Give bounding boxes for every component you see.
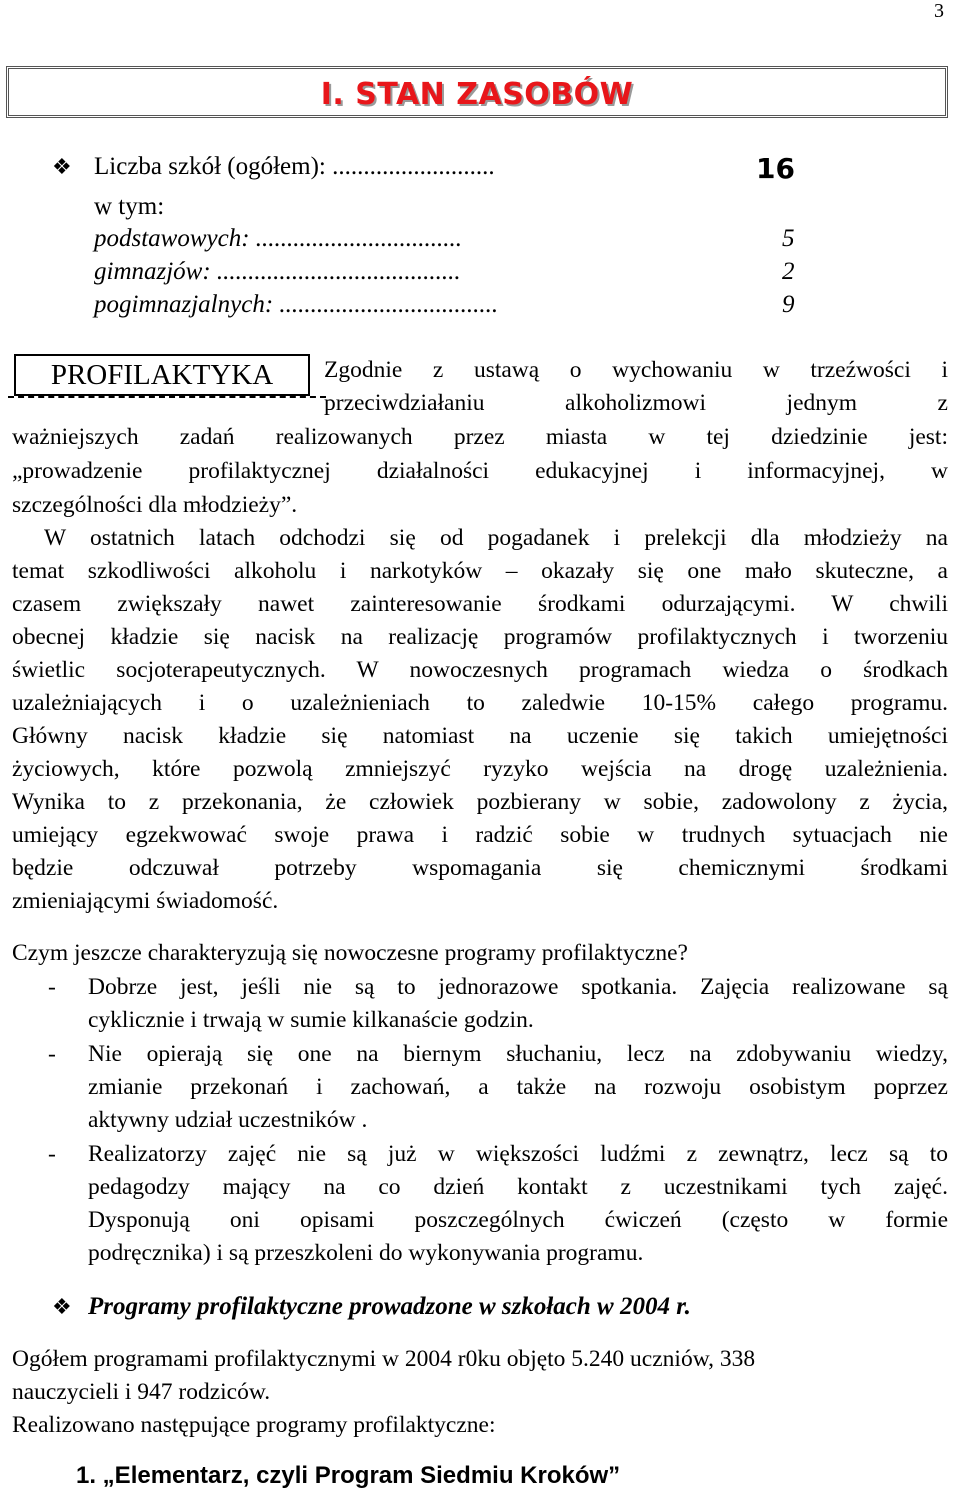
list-item-line: pedagodzy mający na co dzień kontakt z uczestnikami tych zajęć. (88, 1174, 948, 1200)
page-number: 3 (934, 0, 944, 22)
list-dash: - (48, 974, 56, 1000)
list-item-line: podręcznika) i są przeszkoleni do wykonywania programu. (88, 1240, 644, 1266)
body-text-line: świetlic socjoterapeutycznych. W nowoczesnych programach wiedza o środkach (12, 657, 948, 683)
stat-value-postgymnasium: 9 (782, 291, 795, 318)
summary-line: Ogółem programami profilaktycznymi w 2004 r0ku objęto 5.240 uczniów, 338 (12, 1346, 756, 1372)
body-text-line: będzie odczuwał potrzeby wspomagania się chemicznymi środkami (12, 855, 948, 881)
list-item-line: Dysponują oni opisami poszczególnych ćwiczeń (często w formie (88, 1207, 948, 1233)
section-text-line: „prowadzenie profilaktycznej działalności edukacyjnej i informacyjnej, w (12, 458, 948, 484)
body-text-line: uzależniających i o uzależnieniach to zaledwie 10-15% całego programu. (12, 690, 948, 716)
summary-line: Realizowano następujące programy profilaktyczne: (12, 1412, 496, 1438)
section-text-line: ważniejszych zadań realizowanych przez miasta w tej dziedzinie jest: (12, 424, 948, 450)
section-text-line: szczególności dla młodzieży”. (12, 492, 298, 518)
stat-value-gymnasium: 2 (782, 258, 795, 285)
page-title: I. STAN ZASOBÓW (320, 77, 634, 112)
list-item-line: Nie opierają się one na biernym słuchaniu, lecz na zdobywaniu wiedzy, (88, 1041, 948, 1067)
program-title: 1. „Elementarz, czyli Program Siedmiu Kroków” (76, 1462, 621, 1489)
question-line: Czym jeszcze charakteryzują się nowoczesne programy profilaktyczne? (12, 940, 688, 966)
body-text-line: temat szkodliwości alkoholu i narkotyków – okazały się one mało skuteczne, a (12, 558, 948, 584)
section-text-line: przeciwdziałaniu alkoholizmowi jednym z (324, 390, 948, 416)
stat-label-postgymnasium: pogimnazjalnych: ................................... (94, 291, 499, 318)
summary-line: nauczycieli i 947 rodziców. (12, 1379, 271, 1405)
list-item-line: Realizatorzy zajęć nie są już w większości ludźmi z zewnątrz, lecz są to (88, 1141, 948, 1167)
body-text-line: umiejący egzekwować swoje prawa i radzić sobie w trudnych sytuacjach nie (12, 822, 948, 848)
list-dash: - (48, 1141, 56, 1167)
stat-label-gymnasium: gimnazjów: ....................................... (94, 258, 461, 285)
programs-heading: Programy profilaktyczne prowadzone w szkołach w 2004 r. (88, 1293, 691, 1320)
list-item-line: zmianie przekonań i zachowań, a także na rozwoju osobistym poprzez (88, 1074, 948, 1100)
body-text-line: obecnej kładzie się nacisk na realizację programów profilaktycznych i tworzeniu (12, 624, 948, 650)
body-text-line: W ostatnich latach odchodzi się od pogadanek i prelekcji dla młodzieży na (44, 525, 948, 551)
body-text-line: życiowych, które pozwolą zmniejszyć ryzyko wejścia na drogę uzależnienia. (12, 756, 948, 782)
in-which-label: w tym: (94, 193, 165, 220)
list-item-line: cyklicznie i trwają w sumie kilkanaście godzin. (88, 1007, 534, 1033)
total-schools-value: 16 (756, 152, 795, 185)
body-text-line: czasem zwiększały nawet zainteresowanie środkami odurzającymi. W chwili (12, 591, 948, 617)
body-text-line: zmieniającymi świadomość. (12, 888, 279, 914)
section-text-line: Zgodnie z ustawą o wychowaniu w trzeźwości i (324, 357, 948, 383)
diamond-bullet-icon: ❖ (52, 1294, 72, 1319)
section-title-box (6, 66, 948, 118)
stat-label-primary: podstawowych: ................................. (94, 225, 463, 252)
section-label: PROFILAKTYKA (50, 359, 274, 391)
list-item-line: aktywny udział uczestników . (88, 1107, 368, 1133)
diamond-bullet-icon: ❖ (52, 154, 72, 179)
section-label-box (14, 354, 310, 396)
list-dash: - (48, 1041, 56, 1067)
total-schools-label: Liczba szkół (ogółem): .......................... (94, 153, 495, 180)
stat-value-primary: 5 (782, 225, 795, 252)
body-text-line: Główny nacisk kładzie się natomiast na uczenie się takich umiejętności (12, 723, 948, 749)
list-item-line: Dobrze jest, jeśli nie są to jednorazowe spotkania. Zajęcia realizowane są (88, 974, 948, 1000)
body-text-line: Wynika to z przekonania, że człowiek pozbierany w sobie, zadowolony z życia, (12, 789, 948, 815)
